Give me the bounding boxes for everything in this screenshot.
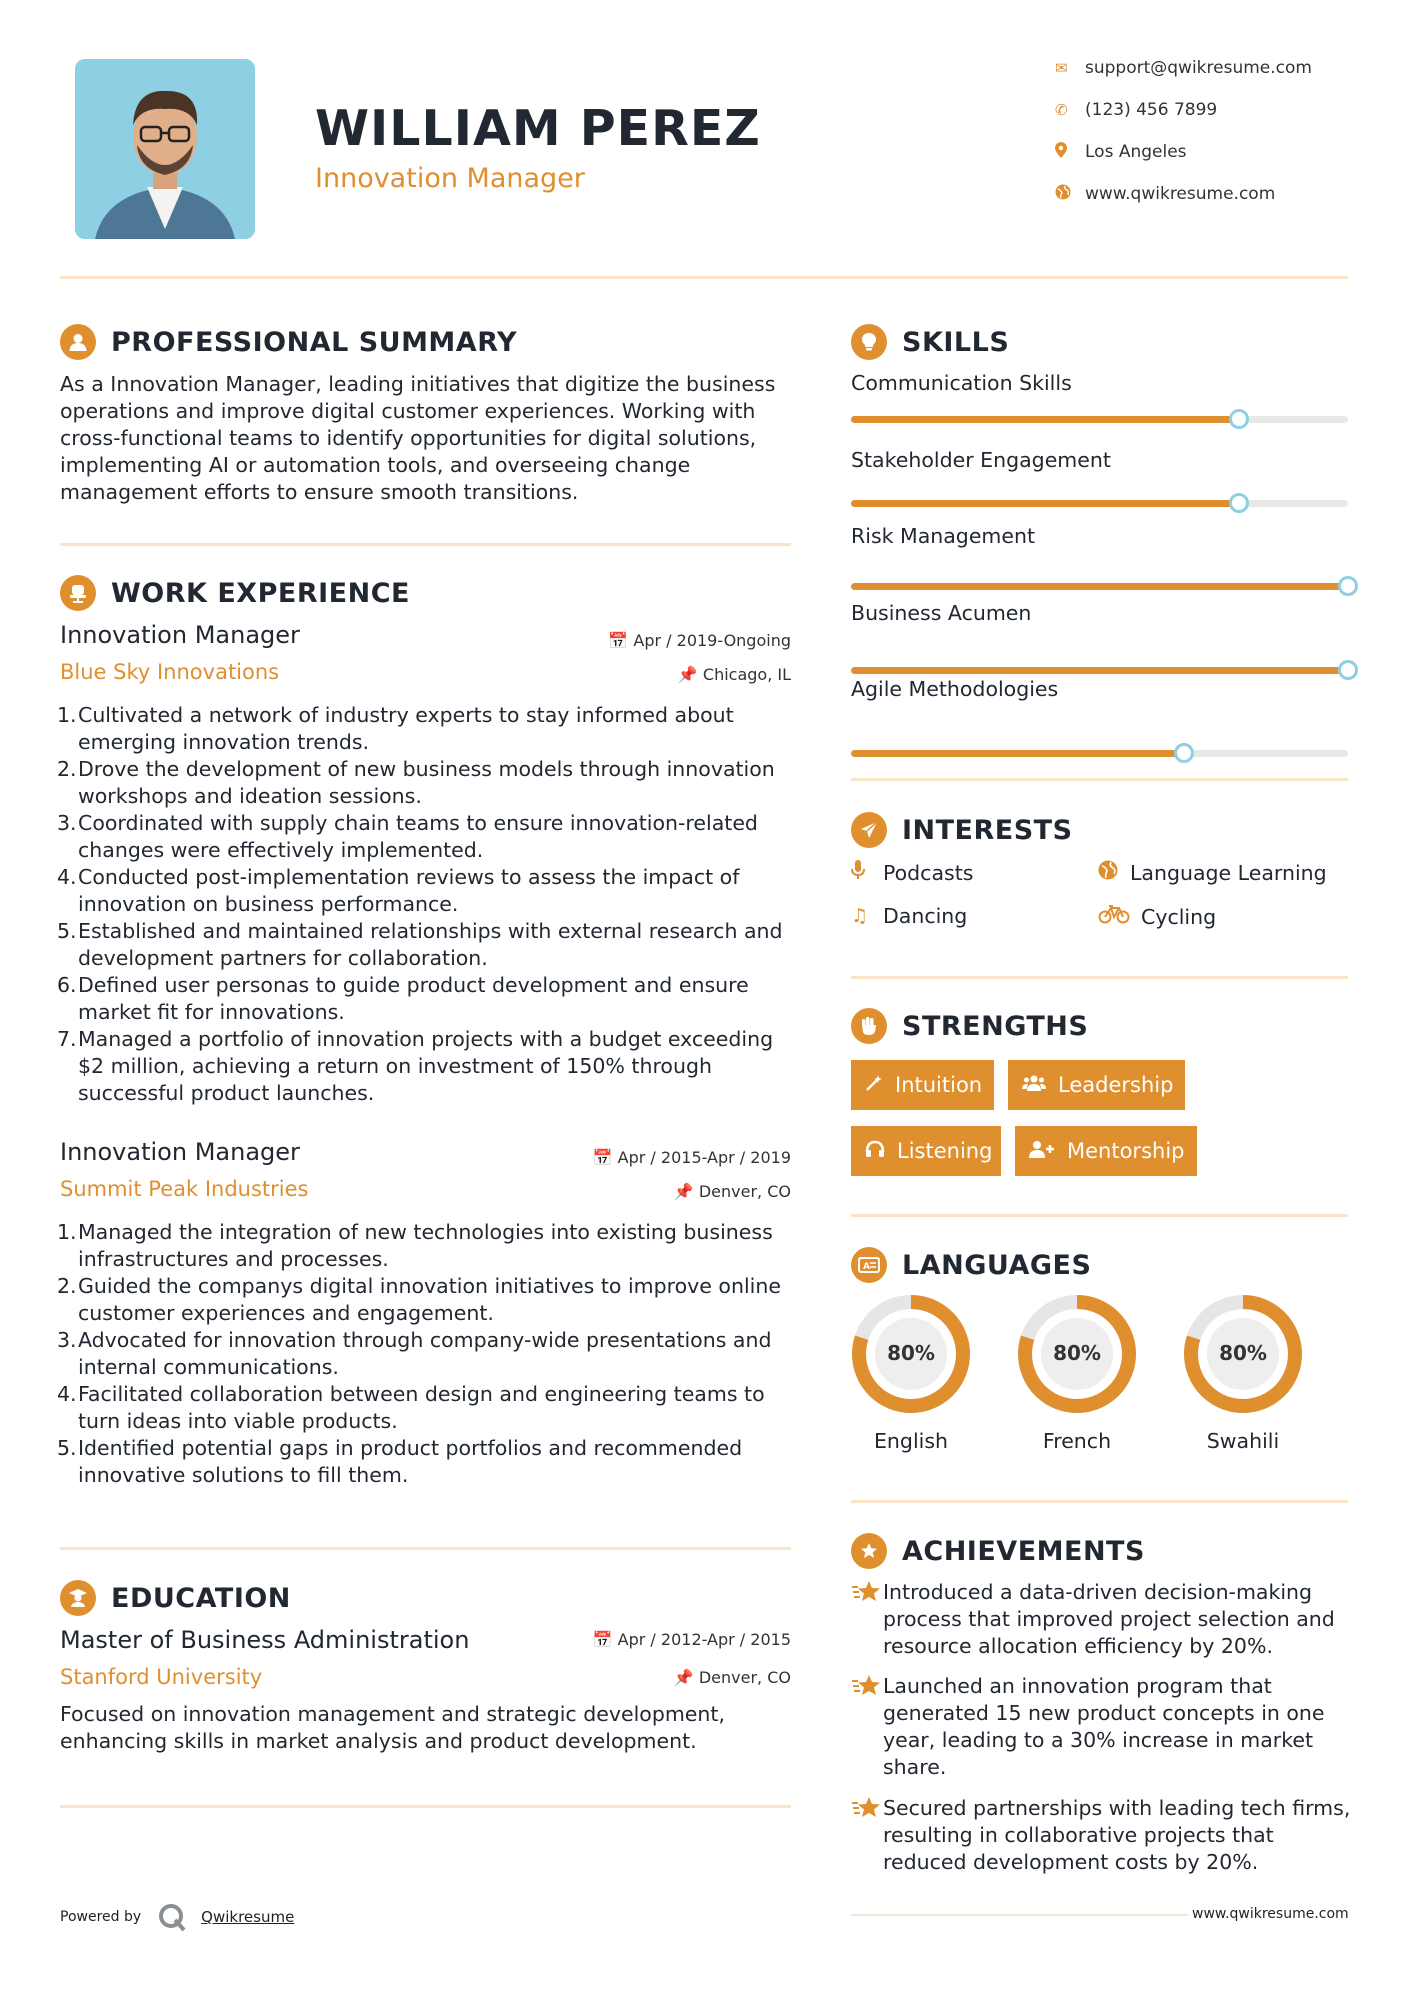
list-item: 5. Identified potential gaps in product portfolios and recommended innovative solutions to fill them. — [57, 1436, 743, 1487]
education-divider — [60, 1805, 791, 1808]
language-card-icon — [851, 1247, 887, 1283]
job-1-date-text: Apr / 2019-Ongoing — [633, 631, 791, 650]
strengths-divider — [851, 1214, 1348, 1217]
language-ring — [1181, 1292, 1305, 1416]
summary-text: As a Innovation Manager, leading initiatives that digitize the business operations and improve digital customer experiences. Working with cross-functional teams to identify opportunities for digital solutions, implementing AI or automation tools, and overseeing change management efforts to ensure smooth transitions. — [60, 372, 776, 504]
summary-heading — [60, 324, 517, 360]
magic-wand-icon — [865, 1074, 883, 1097]
skill-bar — [851, 750, 1348, 757]
strength-listening — [851, 1126, 1001, 1176]
job-1-location — [560, 665, 791, 684]
header-divider — [60, 276, 1348, 279]
powered-by-text: Powered by — [60, 1909, 142, 1925]
interests-title: INTERESTS — [902, 814, 1073, 846]
skills-heading — [851, 324, 1009, 360]
skill-bar — [851, 500, 1348, 507]
svg-text:A: A — [863, 1262, 871, 1272]
skill-bar-knob — [1174, 743, 1194, 763]
user-icon — [60, 324, 96, 360]
skill-label: Business Acumen — [851, 600, 1032, 625]
pin-icon: 📌 — [677, 665, 698, 684]
job-2-location-text: Denver, CO — [698, 1182, 791, 1201]
users-icon — [1022, 1074, 1046, 1097]
skill-label: Agile Methodologies — [851, 677, 1059, 701]
globe-icon — [1055, 184, 1085, 204]
school: Stanford University — [60, 1665, 263, 1689]
education-location-text: Denver, CO — [698, 1668, 791, 1687]
language-ring — [1015, 1292, 1139, 1416]
skill-bar-fill — [851, 667, 1348, 674]
language-percent: 80% — [887, 1341, 935, 1365]
strength-label: Mentorship — [1067, 1139, 1185, 1163]
list-item: 4. Conducted post-implementation reviews to assess the impact of innovation on business performance. — [57, 865, 740, 916]
education-location — [560, 1668, 791, 1687]
map-pin-icon — [1055, 142, 1085, 162]
interest-language-learning — [1098, 860, 1327, 885]
star-badge-icon — [851, 1533, 887, 1569]
skill-bar — [851, 416, 1348, 423]
skill-bar-fill — [851, 500, 1239, 507]
fist-icon — [851, 1008, 887, 1044]
brand-link[interactable]: Qwikresume — [201, 1908, 295, 1926]
experience-heading — [60, 575, 410, 611]
skills-divider — [851, 778, 1348, 781]
experience-divider — [60, 1547, 791, 1550]
achievement-text: Secured partnerships with leading tech firms, resulting in collaborative projects that reduced development costs by 20%. — [883, 1796, 1351, 1874]
interest-podcasts — [851, 860, 973, 885]
phone-icon: ✆ — [1055, 101, 1068, 119]
degree: Master of Business Administration — [60, 1626, 470, 1654]
language-name: English — [873, 1429, 949, 1453]
strength-label: Intuition — [895, 1073, 983, 1097]
languages-title: LANGUAGES — [902, 1249, 1092, 1281]
footer-url[interactable]: www.qwikresume.com — [1188, 1906, 1349, 1922]
education-text: Focused on innovation management and strategic development, enhancing skills in market analysis and product development. — [60, 1702, 725, 1753]
job-1-title: Innovation Manager — [60, 621, 300, 649]
envelope-icon: ✉ — [1055, 59, 1068, 77]
languages-divider — [851, 1500, 1348, 1503]
pin-icon: 📌 — [673, 1668, 694, 1687]
achievements-title: ACHIEVEMENTS — [902, 1535, 1145, 1567]
achievement-item — [851, 1673, 1351, 1781]
interest-label: Podcasts — [883, 860, 974, 885]
skill-bar-knob — [1338, 660, 1358, 680]
skill-bar — [851, 583, 1348, 590]
languages-heading — [851, 1247, 1091, 1283]
education-heading — [60, 1580, 291, 1616]
skill-bar-knob — [1338, 576, 1358, 596]
contact-email-text: support@qwikresume.com — [1085, 58, 1312, 78]
calendar-icon: 📅 — [592, 1630, 613, 1649]
language-percent: 80% — [1053, 1341, 1101, 1365]
star-icon — [851, 1795, 883, 1876]
user-plus-icon — [1029, 1140, 1055, 1163]
language-name: French — [1042, 1429, 1112, 1453]
list-item: 4. Facilitated collaboration between design and engineering teams to turn ideas into viable products. — [57, 1382, 765, 1433]
skill-bar-fill — [851, 416, 1239, 423]
experience-title: WORK EXPERIENCE — [111, 577, 410, 609]
strength-leadership — [1008, 1060, 1185, 1110]
list-item: 1. Managed the integration of new technologies into existing business infrastructures and processes. — [57, 1220, 773, 1271]
list-item: 6. Defined user personas to guide product development and ensure market fit for innovations. — [57, 973, 749, 1024]
headphones-icon — [865, 1140, 885, 1163]
strengths-heading — [851, 1008, 1088, 1044]
interests-divider — [851, 976, 1348, 979]
job-2-date-text: Apr / 2015-Apr / 2019 — [617, 1148, 791, 1167]
strength-mentorship — [1015, 1126, 1197, 1176]
summary-divider — [60, 543, 791, 546]
job-1-company: Blue Sky Innovations — [60, 660, 280, 684]
profile-photo — [75, 59, 255, 239]
candidate-name: WILLIAM PEREZ — [315, 100, 761, 157]
globe-icon — [1098, 860, 1130, 885]
pin-icon: 📌 — [673, 1182, 694, 1201]
achievement-text: Introduced a data-driven decision-making process that improved project selection and resource allocation efficiency by 20%. — [883, 1580, 1335, 1658]
skill-bar-knob — [1229, 409, 1249, 429]
strength-label: Leadership — [1058, 1073, 1174, 1097]
language-ring — [849, 1292, 973, 1416]
contact-phone[interactable] — [1055, 100, 1217, 120]
skills-title: SKILLS — [902, 326, 1010, 358]
job-1-bullets — [57, 702, 800, 1107]
strength-label: Listening — [897, 1139, 993, 1163]
language-name: Swahili — [1206, 1429, 1280, 1453]
list-item: 5. Established and maintained relationships with external research and development partners for collaboration. — [57, 919, 783, 970]
job-2-bullets — [57, 1219, 800, 1489]
job-2-title: Innovation Manager — [60, 1138, 300, 1166]
summary-title: PROFESSIONAL SUMMARY — [111, 326, 518, 358]
education-date-text: Apr / 2012-Apr / 2015 — [617, 1630, 791, 1649]
graduate-icon — [60, 1580, 96, 1616]
job-1-location-text: Chicago, IL — [702, 665, 791, 684]
qwikresume-logo-icon — [157, 1902, 187, 1932]
list-item: 2. Guided the companys digital innovation initiatives to improve online customer experiences and engagement. — [57, 1274, 781, 1325]
skill-bar — [851, 667, 1348, 674]
strength-intuition — [851, 1060, 994, 1110]
skill-label: Stakeholder Engagement — [851, 447, 1111, 472]
candidate-role: Innovation Manager — [315, 163, 585, 194]
calendar-icon: 📅 — [608, 631, 629, 650]
list-item: 7. Managed a portfolio of innovation projects with a budget exceeding $2 million, achieving a return on investment of 150% through successful product launches. — [57, 1027, 774, 1105]
education-title: EDUCATION — [111, 1582, 291, 1614]
interests-heading — [851, 812, 1073, 848]
skill-label: Communication Skills — [851, 371, 1072, 395]
language-percent: 80% — [1219, 1341, 1267, 1365]
contact-email[interactable] — [1055, 58, 1312, 78]
job-2-date — [540, 1148, 791, 1167]
job-2-company: Summit Peak Industries — [60, 1177, 309, 1201]
contact-location — [1055, 142, 1187, 162]
star-icon — [851, 1673, 883, 1781]
microphone-icon — [851, 860, 883, 885]
contact-phone-text: (123) 456 7899 — [1085, 100, 1218, 120]
achievement-text: Launched an innovation program that generated 15 new product concepts in one year, leading to a 30% increase in market share. — [883, 1674, 1325, 1779]
bicycle-icon — [1098, 904, 1141, 929]
interest-label: Cycling — [1141, 904, 1217, 929]
briefcase-chair-icon — [60, 575, 96, 611]
strengths-title: STRENGTHS — [902, 1010, 1089, 1042]
contact-location-text: Los Angeles — [1085, 142, 1187, 162]
achievement-item — [851, 1795, 1351, 1876]
job-1-date — [560, 631, 791, 650]
achievement-item — [851, 1579, 1351, 1660]
interest-dancing — [851, 904, 967, 928]
lightbulb-icon — [851, 324, 887, 360]
list-item: 3. Advocated for innovation through company-wide presentations and internal communications. — [57, 1328, 772, 1379]
calendar-icon: 📅 — [592, 1148, 613, 1167]
interest-label: Language Learning — [1130, 860, 1327, 885]
star-icon — [851, 1579, 883, 1660]
skill-label: Risk Management — [851, 524, 1036, 548]
paper-plane-icon — [851, 812, 887, 848]
interest-label: Dancing — [883, 904, 968, 928]
music-icon: ♫ — [851, 905, 869, 927]
list-item: 3. Coordinated with supply chain teams to ensure innovation-related changes were effectively implemented. — [57, 811, 758, 862]
contact-website[interactable] — [1055, 184, 1275, 204]
skill-bar-fill — [851, 750, 1184, 757]
contact-website-text: www.qwikresume.com — [1085, 184, 1276, 204]
education-date — [540, 1630, 791, 1649]
skill-bar-knob — [1229, 493, 1249, 513]
skill-bar-fill — [851, 583, 1348, 590]
list-item: 1. Cultivated a network of industry experts to stay informed about emerging innovation trends. — [57, 703, 734, 754]
interest-cycling — [1098, 904, 1216, 929]
job-2-location — [560, 1182, 791, 1201]
powered-by — [60, 1902, 294, 1932]
list-item: 2. Drove the development of new business models through innovation workshops and ideation sessions. — [57, 757, 775, 808]
achievements-heading — [851, 1533, 1145, 1569]
